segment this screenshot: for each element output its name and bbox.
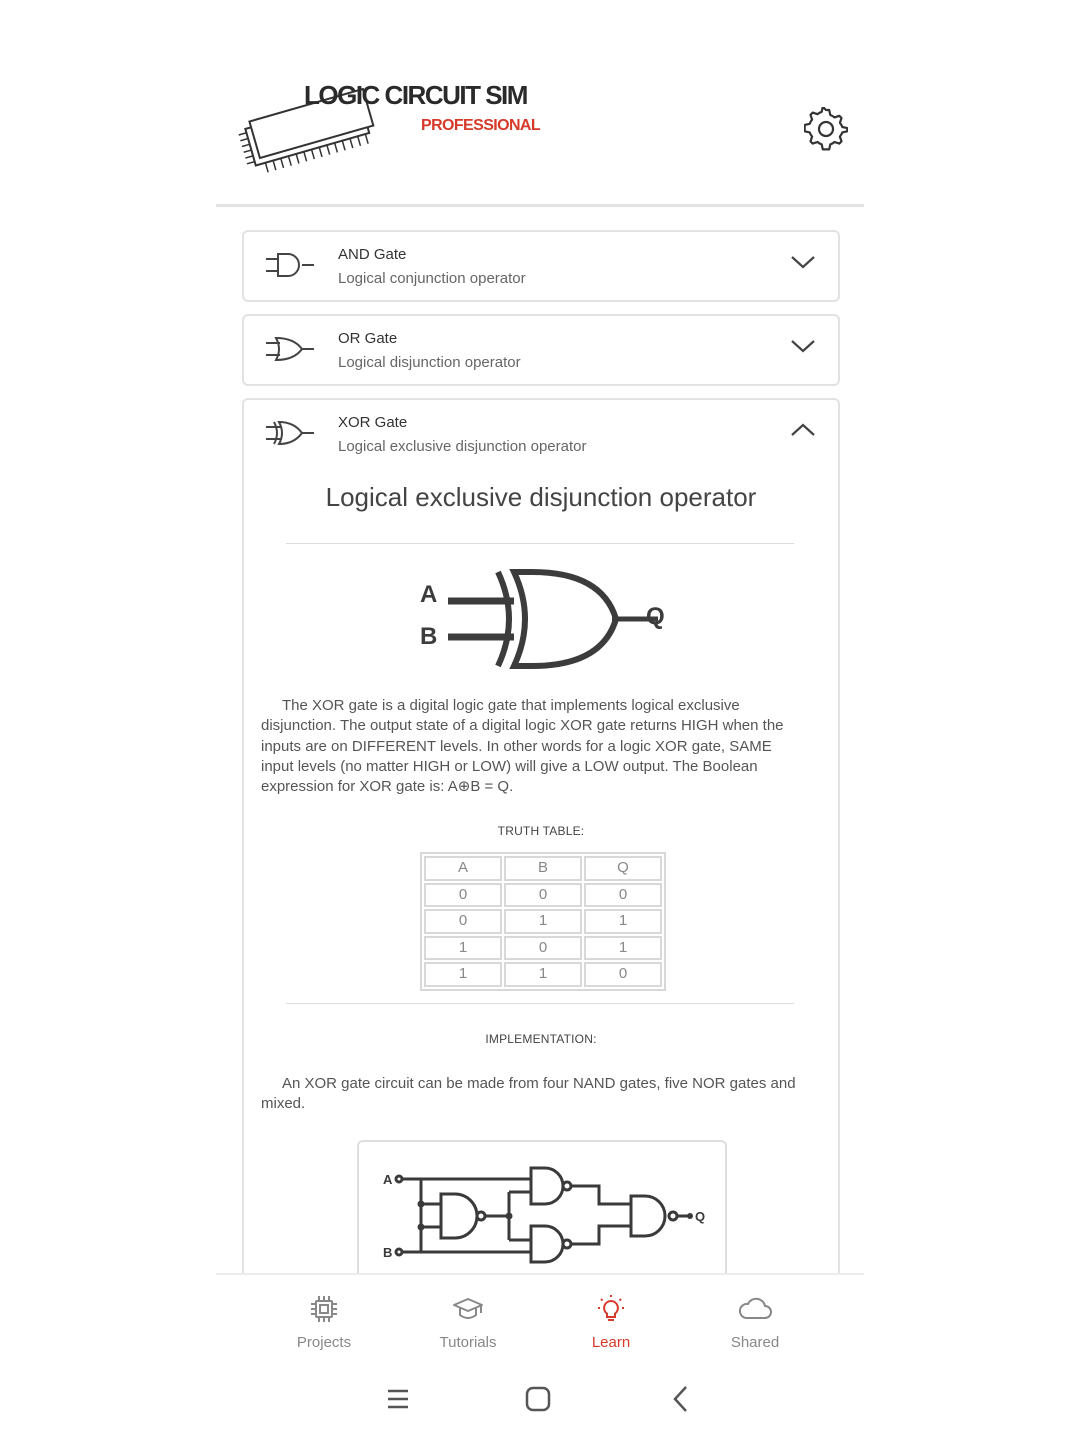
truth-table-cell: 1 [424, 936, 502, 961]
nav-shared[interactable] [700, 1293, 810, 1351]
truth-table-cell: 1 [504, 962, 582, 987]
or-gate-icon [266, 334, 316, 364]
chip-icon [308, 1293, 340, 1325]
truth-table-header: B [504, 856, 582, 881]
truth-table-cell: 0 [584, 883, 662, 908]
truth-table-header-row [424, 856, 662, 881]
xor-gate-header[interactable] [244, 400, 838, 466]
and-gate-title: AND Gate [338, 246, 407, 263]
diagram-label-b: B [420, 623, 438, 650]
cloud-icon [737, 1293, 773, 1325]
graduation-cap-icon [452, 1293, 484, 1325]
chevron-up-icon[interactable] [790, 422, 816, 438]
and-gate-header[interactable] [244, 232, 838, 298]
nav-tutorials[interactable] [413, 1293, 523, 1351]
gear-icon [804, 107, 848, 151]
truth-table-cell: 0 [584, 962, 662, 987]
app-logo [234, 74, 574, 184]
or-gate-title: OR Gate [338, 330, 398, 347]
system-navigation-bar [0, 1369, 1080, 1439]
truth-table-cell: 1 [504, 909, 582, 934]
lightbulb-icon [595, 1293, 627, 1325]
truth-table-row [424, 883, 662, 908]
and-gate-icon [266, 250, 316, 280]
truth-table-cell: 0 [424, 909, 502, 934]
and-gate-subtitle: Logical conjunction operator [338, 270, 526, 287]
truth-table-cell: 1 [584, 909, 662, 934]
truth-table-cell: 0 [504, 883, 582, 908]
truth-table-header: A [424, 856, 502, 881]
nav-learn-label: Learn [591, 1334, 631, 1351]
or-gate-subtitle: Logical disjunction operator [338, 354, 521, 371]
chevron-down-icon[interactable] [790, 338, 816, 354]
truth-table [420, 852, 666, 991]
xor-description: The XOR gate is a digital logic gate that implements logical exclusive disjunction. The output state of a digital logic XOR gate returns HIGH when the inputs are on DIFFERENT levels. In other words for a logic XOR gate, SAME input levels (no matter HIGH or LOW) will give a LOW output. The Boolean expression for XOR gate is: A⊕B = Q. [261, 697, 784, 796]
circuit-label-b: B [383, 1245, 393, 1260]
app-screen [216, 0, 864, 1439]
xor-gate-title: XOR Gate [338, 414, 408, 431]
truth-table-header: Q [584, 856, 662, 881]
divider [286, 543, 794, 544]
recent-apps-icon [384, 1383, 412, 1415]
divider [286, 1003, 794, 1004]
circuit-label-a: A [383, 1172, 393, 1187]
nav-shared-label: Shared [730, 1334, 780, 1351]
nav-projects[interactable] [269, 1293, 379, 1351]
xor-detail-heading: Logical exclusive disjunction operator [325, 482, 757, 512]
truth-table-cell: 0 [504, 936, 582, 961]
chevron-down-icon[interactable] [790, 254, 816, 270]
implementation-text: An XOR gate circuit can be made from four NAND gates, five NOR gates and mixed. [261, 1075, 796, 1113]
nav-learn[interactable] [556, 1293, 666, 1351]
and-gate-card [242, 230, 840, 302]
settings-button[interactable] [804, 107, 848, 151]
logo-title: LOGIC CIRCUIT SIM [304, 80, 527, 110]
xor-gate-icon [266, 418, 316, 448]
implementation-caption: IMPLEMENTATION: [485, 1032, 597, 1046]
diagram-label-a: A [420, 581, 438, 608]
logo-subtitle: PROFESSIONAL [421, 117, 541, 134]
bottom-navigation [216, 1273, 864, 1371]
truth-table-cell: 1 [424, 962, 502, 987]
xor-gate-subtitle: Logical exclusive disjunction operator [338, 438, 587, 455]
diagram-label-q: Q [646, 603, 665, 630]
recent-apps-button[interactable] [384, 1383, 412, 1420]
or-gate-card [242, 314, 840, 386]
circuit-label-q: Q [695, 1209, 706, 1224]
or-gate-header[interactable] [244, 316, 838, 382]
back-icon [668, 1383, 696, 1415]
truth-table-cell: 0 [424, 883, 502, 908]
truth-table-row [424, 936, 662, 961]
truth-table-row [424, 909, 662, 934]
app-header [216, 0, 864, 207]
home-button[interactable] [524, 1383, 552, 1420]
nav-tutorials-label: Tutorials [439, 1334, 497, 1351]
truth-table-caption: TRUTH TABLE: [497, 824, 585, 838]
truth-table-cell: 1 [584, 936, 662, 961]
back-button[interactable] [668, 1383, 696, 1420]
xor-gate-diagram [418, 564, 668, 674]
nav-projects-label: Projects [296, 1334, 352, 1351]
truth-table-row [424, 962, 662, 987]
home-icon [524, 1383, 552, 1415]
xor-gate-card [242, 398, 840, 1300]
